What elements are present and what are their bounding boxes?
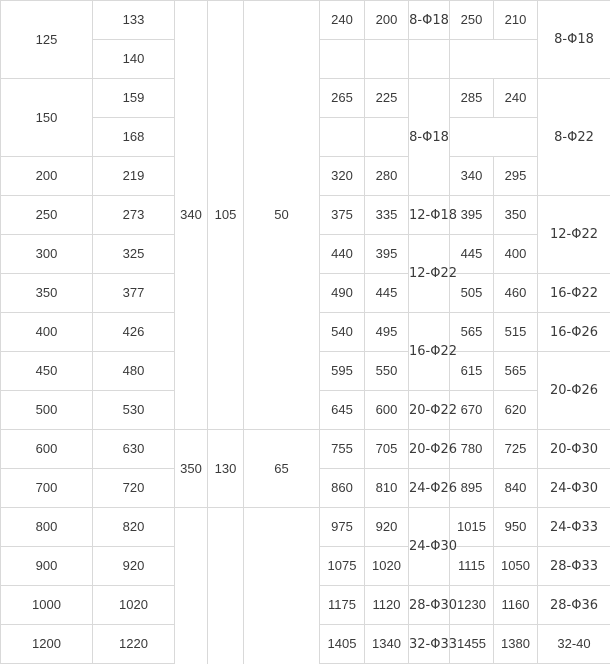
table-cell: 350 [494,196,538,235]
table-cell: 1120 [365,586,409,625]
table-cell: 20-Φ26 [409,430,450,469]
table-cell: 630 [93,430,175,469]
table-cell [409,40,450,79]
table-cell: 1020 [365,547,409,586]
table-cell: 1340 [365,625,409,664]
table-cell: 24-Φ30 [538,469,610,508]
table-cell: 200 [365,1,409,40]
table-cell: 325 [93,235,175,274]
table-cell [208,508,244,664]
table-cell: 400 [1,313,93,352]
table-cell: 565 [450,313,494,352]
table-cell: 450 [1,352,93,391]
table-cell: 8-Φ18 [538,1,610,79]
table-cell: 500 [1,391,93,430]
table-cell: 700 [1,469,93,508]
table-cell: 1115 [450,547,494,586]
table-cell: 20-Φ22 [409,391,450,430]
table-cell: 240 [494,79,538,118]
table-cell: 350 [175,430,208,508]
table-cell: 8-Φ18 [409,79,450,196]
table-cell: 295 [494,157,538,196]
table-cell: 16-Φ22 [538,274,610,313]
table-cell: 340 [175,1,208,430]
table-cell: 725 [494,430,538,469]
table-cell: 445 [365,274,409,313]
table-cell: 265 [320,79,365,118]
table-cell: 12-Φ22 [538,196,610,274]
table-cell: 24-Φ26 [409,469,450,508]
table-cell: 377 [93,274,175,313]
table-cell: 32-40 [538,625,610,664]
table-cell: 600 [1,430,93,469]
table-cell: 620 [494,391,538,430]
table-cell [175,508,208,664]
table-cell: 32-Φ33 [409,625,450,664]
table-cell: 920 [93,547,175,586]
table-cell: 133 [93,1,175,40]
table-cell: 24-Φ30 [409,508,450,586]
table-cell [365,40,409,79]
table-cell: 800 [1,508,93,547]
table-cell: 840 [494,469,538,508]
table-cell: 273 [93,196,175,235]
table-cell: 895 [450,469,494,508]
table-cell: 445 [450,235,494,274]
table-cell: 975 [320,508,365,547]
table-cell: 16-Φ26 [538,313,610,352]
table-cell: 1175 [320,586,365,625]
table-cell: 219 [93,157,175,196]
table-body [1,1,610,664]
table-cell: 65 [244,430,320,508]
table-cell: 250 [450,1,494,40]
table-cell: 24-Φ33 [538,508,610,547]
table-cell: 28-Φ33 [538,547,610,586]
table-cell: 50 [244,1,320,430]
table-row [1,1,610,40]
table-cell: 300 [1,235,93,274]
table-cell: 395 [365,235,409,274]
table-cell: 495 [365,313,409,352]
table-cell: 1220 [93,625,175,664]
table-cell: 350 [1,274,93,313]
table-cell: 140 [93,40,175,79]
table-cell: 950 [494,508,538,547]
table-cell: 505 [450,274,494,313]
table-cell: 1455 [450,625,494,664]
table-cell: 595 [320,352,365,391]
table-cell: 28-Φ36 [538,586,610,625]
table-cell: 12-Φ22 [409,235,450,313]
table-cell: 1405 [320,625,365,664]
table-cell: 530 [93,391,175,430]
table-cell: 460 [494,274,538,313]
table-cell: 20-Φ26 [538,352,610,430]
table-cell: 540 [320,313,365,352]
table-cell: 440 [320,235,365,274]
table-cell [320,118,365,157]
table-cell: 1000 [1,586,93,625]
table-cell: 670 [450,391,494,430]
table-cell: 1380 [494,625,538,664]
table-cell: 285 [450,79,494,118]
table-cell: 780 [450,430,494,469]
table-cell: 426 [93,313,175,352]
table-cell: 125 [1,1,93,79]
table-cell: 210 [494,1,538,40]
table-cell: 1020 [93,586,175,625]
table-cell: 860 [320,469,365,508]
table-cell: 820 [93,508,175,547]
table-cell: 1200 [1,625,93,664]
table-cell [244,508,320,664]
table-cell: 1230 [450,586,494,625]
table-cell: 335 [365,196,409,235]
table-cell: 320 [320,157,365,196]
table-cell: 225 [365,79,409,118]
table-cell: 705 [365,430,409,469]
table-cell: 900 [1,547,93,586]
table-cell: 250 [1,196,93,235]
table-cell: 1015 [450,508,494,547]
table-cell [365,118,409,157]
table-row [1,508,610,547]
table-cell: 1160 [494,586,538,625]
table-cell: 200 [1,157,93,196]
table-cell: 600 [365,391,409,430]
table-cell: 810 [365,469,409,508]
table-cell: 168 [93,118,175,157]
table-cell: 130 [208,430,244,508]
table-cell: 159 [93,79,175,118]
table-cell: 565 [494,352,538,391]
table-cell: 920 [365,508,409,547]
table-cell: 240 [320,1,365,40]
table-cell: 20-Φ30 [538,430,610,469]
table-cell: 105 [208,1,244,430]
table-cell: 490 [320,274,365,313]
table-cell: 375 [320,196,365,235]
table-cell: 8-Φ18 [409,1,450,40]
table-cell: 1075 [320,547,365,586]
table-cell: 755 [320,430,365,469]
table-cell: 12-Φ18 [409,196,450,235]
table-cell: 615 [450,352,494,391]
table-cell: 395 [450,196,494,235]
table-cell: 28-Φ30 [409,586,450,625]
table-cell: 400 [494,235,538,274]
table-cell: 8-Φ22 [538,79,610,196]
table-row [1,430,610,469]
table-cell: 150 [1,79,93,157]
table-cell: 515 [494,313,538,352]
table-cell [320,40,365,79]
table-cell: 340 [450,157,494,196]
table-cell: 720 [93,469,175,508]
table-cell: 550 [365,352,409,391]
table-cell: 645 [320,391,365,430]
table-cell: 1050 [494,547,538,586]
table-cell: 16-Φ22 [409,313,450,391]
table-cell: 280 [365,157,409,196]
table-cell: 480 [93,352,175,391]
